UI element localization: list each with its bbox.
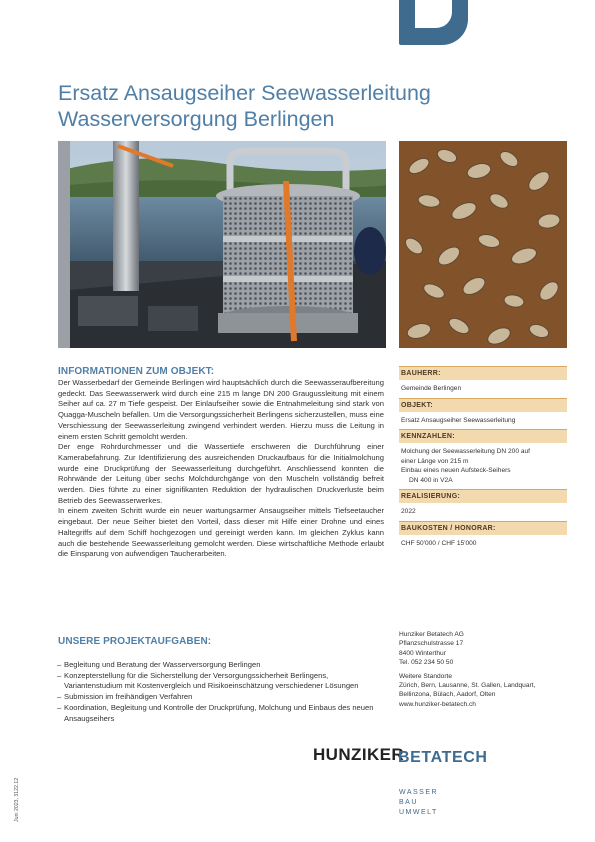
brand-wordmark-betatech: BETATECH bbox=[398, 749, 488, 766]
task-item: – Begleitung und Beratung der Wasserversorgung Berlingen bbox=[58, 660, 384, 671]
footer-document-code: Juni 2023, 3122.12 bbox=[14, 777, 20, 822]
company-phone: Tel. 052 234 50 50 bbox=[399, 659, 454, 667]
website-link[interactable]: www.hunziker-betatech.ch bbox=[399, 700, 476, 708]
objekt-label: OBJEKT: bbox=[399, 398, 567, 412]
company-city: 8400 Winterthur bbox=[399, 649, 446, 657]
task-item: – Submission im freihändigen Verfahren bbox=[58, 692, 384, 703]
info-paragraph-3: In einem zweiten Schritt wurde ein neuer wartungsarmer Ansaugseiher mittels Tiefseetaucher eingebaut. Der neue Seiher bietet den Vorteil, dass dieser mit Hilfe einer Drohne und eines Haltegriffs auf dem Schiff hochgezogen und gereinigt werden kann. Im gleichen Zyklus kann auch die bestehende Seewasserleitung gemolcht werden. Diese wirtschaftliche Methode erlaubt die Einsparung von aufwendigen Taucherarbeiten. bbox=[58, 506, 384, 559]
baukosten-label: BAUKOSTEN / HONORAR: bbox=[399, 521, 567, 535]
kennzahlen-line: einer Länge von 215 m bbox=[401, 457, 469, 465]
contact-block bbox=[399, 630, 567, 709]
kennzahlen-line: Einbau eines neuen Aufsteck-Seihers bbox=[401, 467, 511, 474]
realisierung-label: REALISIERUNG: bbox=[399, 489, 567, 503]
company-name: Hunziker Betatech AG bbox=[399, 631, 464, 638]
info-body bbox=[58, 378, 384, 560]
tasks-heading: UNSERE PROJEKTAUFGABEN: bbox=[58, 636, 212, 647]
slogan-umwelt: UMWELT bbox=[399, 809, 438, 816]
kennzahlen-line: DN 400 in V2A bbox=[409, 476, 453, 484]
photo-quagga-mussels bbox=[399, 141, 567, 348]
task-item: – Koordination, Begleitung und Kontrolle der Druckprüfung, Molchung und Einbaus des neuen Ansaugseihers bbox=[58, 703, 384, 724]
brand-slogan bbox=[399, 788, 438, 818]
task-item: – Konzepterstellung für die Sicherstellung der Versorgungssicherheit Berlingens, Variantenstudium mit Kostenvergleich und Risikoeinschätzung verschiedener Lösungen bbox=[58, 671, 384, 692]
realisierung-value: 2022 bbox=[401, 508, 416, 515]
info-heading: INFORMATIONEN ZUM OBJEKT: bbox=[58, 366, 215, 377]
kennzahlen-line: Molchung der Seewasserleitung DN 200 auf bbox=[401, 448, 531, 455]
slogan-bau: BAU bbox=[399, 799, 418, 806]
page-title bbox=[58, 80, 538, 132]
kennzahlen-label: KENNZAHLEN: bbox=[399, 429, 567, 443]
slogan-wasser: WASSER bbox=[399, 789, 439, 796]
kennzahlen-value bbox=[399, 443, 567, 489]
info-paragraph-1: Der Wasserbedarf der Gemeinde Berlingen wird hauptsächlich durch die Seewasseraufbereitung gedeckt. Das Seewasserwerk wird durch eine 215 m lange DN 200 Graugussleitung mit einem Seiher auf ca. 27 m Tiefe gespeist. Der Einlaufseiher sowie die Entnahmeleitung sind stark von Quagga-Muscheln befallen. Um die Versorgungssicherheit Berlingens sicherzustellen, muss eine Verschiessung der Seewasserleitung zwingend verhindert werden. Hierzu muss die Leitung in einem ersten Schritt gemolcht werden. bbox=[58, 378, 384, 441]
project-facts bbox=[399, 366, 567, 552]
bauherr-label: BAUHERR: bbox=[399, 366, 567, 380]
tasks-list bbox=[58, 660, 384, 724]
info-paragraph-2: Der enge Rohrdurchmesser und die Wassertiefe erschweren die Durchführung einer Kamerabefahrung. Zur Identifizierung des ausreichenden Druckaufbaus für die Initialmolchung wurde eine Druckprüfung der Seewasserleitung durchgeführt. Anschliessend konnten die Rohrwände der Leitung über sechs Molchdurchgänge von den Muscheln vollständig befreit werden. Dies führte zu einer signifikanten Reduktion der hydraulischen Druckverluste beim Betrieb des Seewasserwerkes. bbox=[58, 442, 384, 505]
brand-tab-logo-cutout bbox=[415, 0, 452, 28]
brand-wordmark-hunziker: HUNZIKER bbox=[313, 745, 405, 764]
title-line-1: Ersatz Ansaugseiher Seewasserleitung bbox=[58, 81, 431, 105]
title-line-2: Wasserversorgung Berlingen bbox=[58, 107, 335, 131]
baukosten-value: CHF 50'000 / CHF 15'000 bbox=[401, 539, 477, 547]
bauherr-value: Gemeinde Berlingen bbox=[401, 385, 462, 392]
photo-strainer-on-boat bbox=[58, 141, 386, 348]
locations-label: Weitere Standorte bbox=[399, 672, 453, 680]
locations-list: Zürich, Bern, Lausanne, St. Gallen, Landquart, Bellinzona, Bülach, Aadorf, Olten bbox=[399, 682, 536, 699]
objekt-value: Ersatz Ansaugseiher Seewasserleitung bbox=[401, 416, 516, 424]
company-street: Pflanzschulstrasse 17 bbox=[399, 640, 464, 648]
